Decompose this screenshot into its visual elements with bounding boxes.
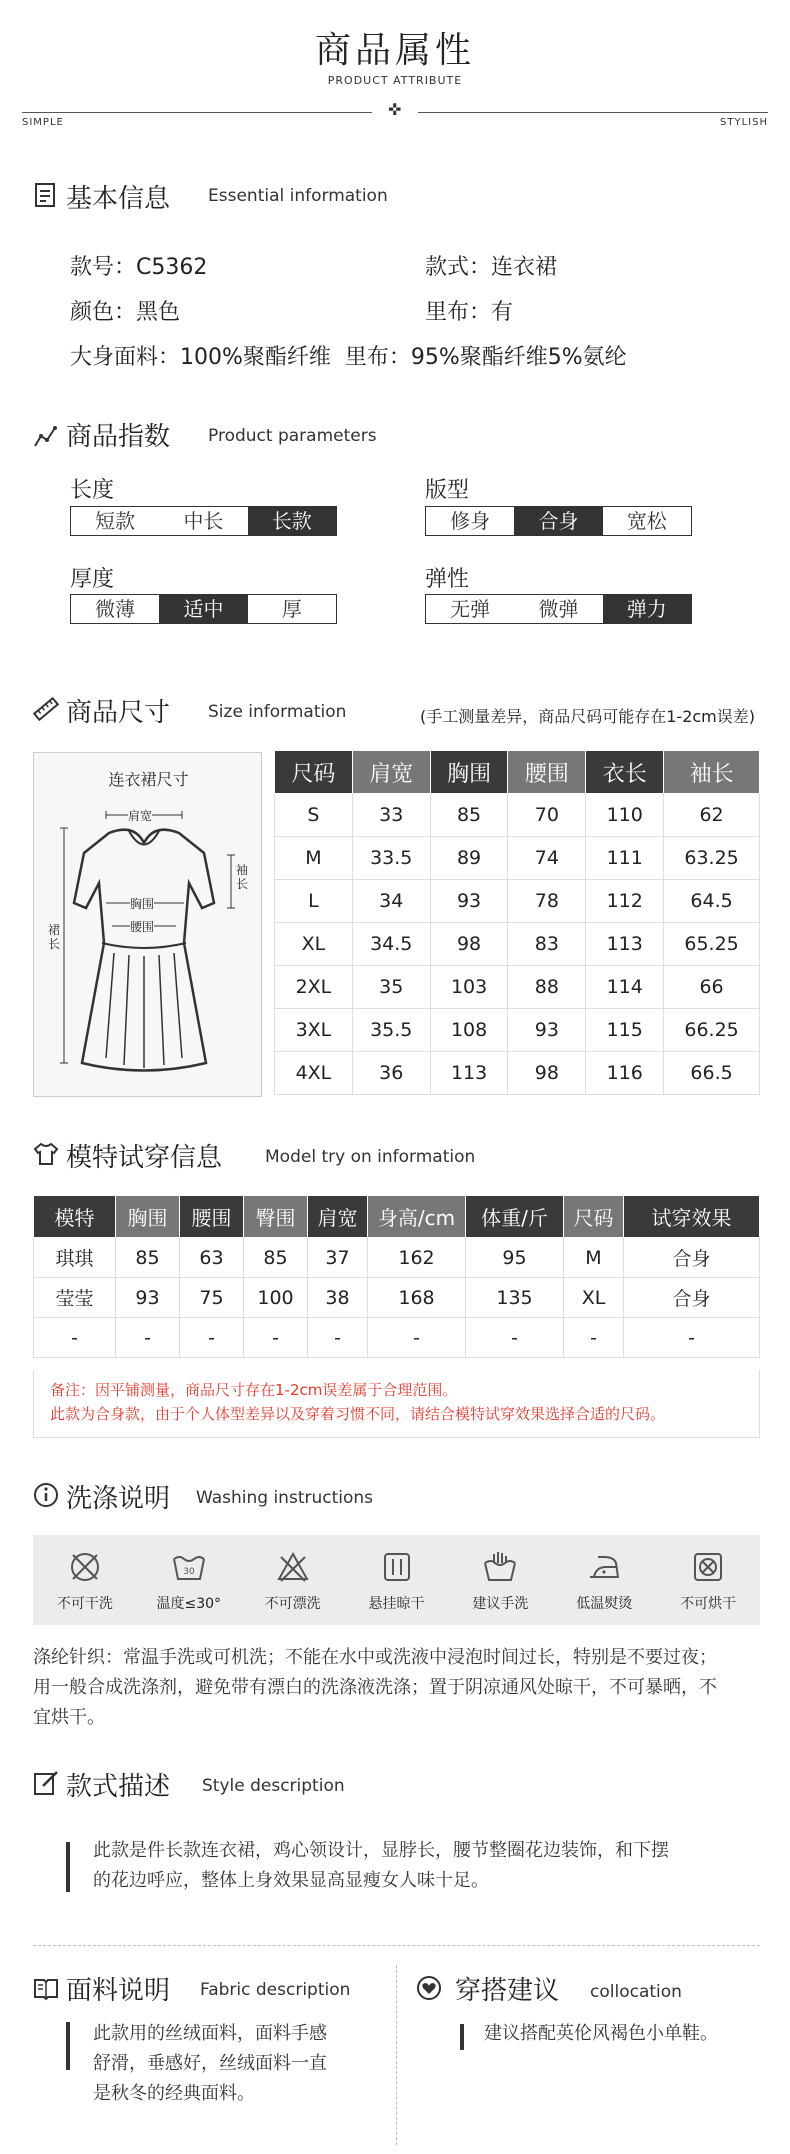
wash-label: 悬挂晾干: [368, 1596, 425, 1612]
document-icon: [33, 182, 59, 208]
option-moderate-selected: 适中: [159, 595, 247, 623]
model-cell: -: [624, 1318, 760, 1358]
col-waist: 腰围: [508, 751, 586, 794]
model-cell: XL: [564, 1278, 624, 1318]
model-notes: [33, 1370, 760, 1438]
fabric-accent-bar: [66, 2022, 70, 2070]
wash-text-line: 用一般合成洗涤剂，避免带有漂白的洗涤液洗涤；置于阴凉通风处晾干，不可暴晒，不: [33, 1677, 717, 1698]
option-slight-stretch: 微弹: [538, 597, 579, 621]
param-name-elasticity: 弹性: [425, 567, 470, 592]
wash-item-hand-wash: [448, 1535, 552, 1625]
label-waist: 腰围: [130, 920, 155, 934]
model-cell: 85: [116, 1238, 180, 1278]
cross-ornament-icon: ✜: [388, 100, 402, 119]
wash-icons-bar: [33, 1535, 760, 1625]
size-row: [275, 1009, 760, 1052]
hand-wash-icon: [482, 1549, 518, 1585]
option-loose: 宽松: [626, 509, 667, 533]
model-cell: 37: [308, 1238, 368, 1278]
low-iron-icon: [586, 1549, 622, 1585]
model-cell: 85: [244, 1238, 308, 1278]
option-slim: 修身: [450, 509, 491, 533]
size-title: 商品尺寸: [66, 698, 171, 728]
size-cell: 36: [352, 1052, 430, 1095]
style-text: [93, 1836, 669, 1896]
style-text-line: 此款是件长款连衣裙，鸡心领设计，显脖长，腰节整圈花边装饰，和下摆: [93, 1840, 669, 1861]
model-cell: 合身: [624, 1238, 760, 1278]
option-long-selected: 长款: [248, 507, 336, 535]
size-row: [275, 923, 760, 966]
model-cell: 琪琪: [34, 1238, 116, 1278]
fabric-text-line: 是秋冬的经典面料。: [93, 2083, 255, 2104]
col-model-weight: 体重/斤: [466, 1196, 564, 1238]
param-name-thickness: 厚度: [70, 567, 115, 592]
edit-icon: [33, 1770, 59, 1796]
no-dry-clean-icon: [67, 1549, 103, 1585]
section-divider: [33, 1945, 760, 1946]
option-thin: 微薄: [95, 597, 136, 621]
basic-info-subtitle: Essential information: [208, 186, 388, 206]
label-sleeve: 袖长: [236, 863, 249, 891]
param-name-fit: 版型: [425, 478, 470, 503]
wash-text-line: 宜烘干。: [33, 1707, 105, 1728]
params-title: 商品指数: [66, 422, 171, 452]
style-text-line: 的花边呼应，整体上身效果显高显瘦女人味十足。: [93, 1870, 489, 1891]
header-divider-left: [22, 112, 372, 113]
col-model-height: 身高/cm: [368, 1196, 466, 1238]
info-icon: [33, 1482, 59, 1508]
size-cell: 108: [430, 1009, 508, 1052]
style-number: 款号：C5362: [70, 255, 208, 280]
size-cell: M: [275, 837, 353, 880]
collocation-accent-bar: [460, 2024, 464, 2050]
model-cell: M: [564, 1238, 624, 1278]
model-row: [34, 1238, 760, 1278]
size-cell: 85: [430, 794, 508, 837]
wash-item-no-tumble: [656, 1535, 760, 1625]
model-row: [34, 1278, 760, 1318]
hang-dry-icon: [379, 1549, 415, 1585]
col-length: 衣长: [586, 751, 664, 794]
col-model-fit: 试穿效果: [624, 1196, 760, 1238]
fabric-subtitle: Fabric description: [200, 1980, 351, 2000]
size-cell: XL: [275, 923, 353, 966]
size-cell: 34.5: [352, 923, 430, 966]
model-note-2: 此款为合身款，由于个人体型差异以及穿着习惯不同，请结合模特试穿效果选择合适的尺码。: [50, 1405, 666, 1423]
model-cell: -: [34, 1318, 116, 1358]
color: 颜色：黑色: [70, 300, 181, 325]
wash-item-30: [137, 1535, 241, 1625]
param-fit-scale: [425, 506, 692, 536]
col-shoulder: 肩宽: [352, 751, 430, 794]
size-cell: 103: [430, 966, 508, 1009]
dress-diagram: [34, 793, 263, 1093]
col-bust: 胸围: [430, 751, 508, 794]
size-cell: 35.5: [352, 1009, 430, 1052]
collocation-subtitle: collocation: [590, 1982, 682, 2002]
header-divider-right: [418, 112, 768, 113]
size-cell: 33: [352, 794, 430, 837]
param-name-length: 长度: [70, 478, 115, 503]
model-table: [33, 1195, 760, 1358]
wash-title: 洗涤说明: [66, 1484, 171, 1514]
model-row: [34, 1318, 760, 1358]
size-cell: 62: [664, 794, 760, 837]
size-cell: 33.5: [352, 837, 430, 880]
size-cell: 114: [586, 966, 664, 1009]
wash-label: 建议手洗: [472, 1596, 529, 1612]
col-model-shoulder: 肩宽: [308, 1196, 368, 1238]
size-cell: S: [275, 794, 353, 837]
size-table: [274, 750, 760, 1095]
basic-info-title: 基本信息: [66, 184, 171, 214]
size-cell: L: [275, 880, 353, 923]
option-no-stretch: 无弹: [450, 597, 491, 621]
model-cell: -: [368, 1318, 466, 1358]
col-sleeve: 袖长: [664, 751, 760, 794]
book-icon: [33, 1975, 59, 2001]
size-cell: 116: [586, 1052, 664, 1095]
col-model-waist: 腰围: [180, 1196, 244, 1238]
model-cell: -: [308, 1318, 368, 1358]
size-cell: 35: [352, 966, 430, 1009]
heart-icon: [416, 1975, 442, 2001]
size-cell: 66: [664, 966, 760, 1009]
model-cell: -: [244, 1318, 308, 1358]
fabric-title: 面料说明: [66, 1976, 171, 2006]
size-cell: 78: [508, 880, 586, 923]
size-cell: 88: [508, 966, 586, 1009]
fabric-text-line: 此款用的丝绒面料，面料手感: [93, 2023, 327, 2044]
size-cell: 113: [430, 1052, 508, 1095]
wash-label: 不可烘干: [680, 1596, 737, 1612]
col-size: 尺码: [275, 751, 353, 794]
size-cell: 111: [586, 837, 664, 880]
lining: 里布：有: [425, 300, 514, 325]
model-cell: 100: [244, 1278, 308, 1318]
wash-item-low-iron: [552, 1535, 656, 1625]
wash-label: 不可干洗: [56, 1596, 113, 1612]
wash-item-no-dry-clean: [33, 1535, 137, 1625]
fabric-composition: 大身面料：100%聚酯纤维 里布：95%聚酯纤维5%氨纶: [70, 345, 627, 370]
size-cell: 70: [508, 794, 586, 837]
no-tumble-dry-icon: [690, 1549, 726, 1585]
size-cell: 2XL: [275, 966, 353, 1009]
option-stretch-selected: 弹力: [603, 595, 691, 623]
no-bleach-icon: [275, 1549, 311, 1585]
size-row: [275, 880, 760, 923]
col-model-bust: 胸围: [116, 1196, 180, 1238]
category: 款式：连衣裙: [425, 255, 558, 280]
model-cell: -: [564, 1318, 624, 1358]
option-mid: 中长: [183, 509, 224, 533]
model-cell: 75: [180, 1278, 244, 1318]
size-row: [275, 1052, 760, 1095]
col-model-size: 尺码: [564, 1196, 624, 1238]
size-cell: 3XL: [275, 1009, 353, 1052]
col-model-hip: 臀围: [244, 1196, 308, 1238]
model-cell: 合身: [624, 1278, 760, 1318]
size-cell: 112: [586, 880, 664, 923]
size-cell: 66.5: [664, 1052, 760, 1095]
model-cell: 135: [466, 1278, 564, 1318]
wash-label: 温度≤30°: [156, 1596, 222, 1612]
size-cell: 65.25: [664, 923, 760, 966]
stylish-tag: STYLISH: [720, 117, 768, 128]
size-drawing-panel: [33, 752, 262, 1097]
column-divider: [396, 1965, 397, 2145]
model-cell: -: [180, 1318, 244, 1358]
size-row: [275, 837, 760, 880]
model-subtitle: Model try on information: [265, 1147, 476, 1167]
size-cell: 89: [430, 837, 508, 880]
model-cell: 95: [466, 1238, 564, 1278]
style-accent-bar: [66, 1842, 70, 1892]
collocation-text: 建议搭配英伦风褐色小单鞋。: [484, 2023, 718, 2044]
collocation-title: 穿搭建议: [455, 1976, 560, 2006]
param-length-scale: [70, 506, 337, 536]
model-cell: -: [466, 1318, 564, 1358]
size-cell: 64.5: [664, 880, 760, 923]
drawing-title: 连衣裙尺寸: [108, 770, 189, 789]
size-cell: 93: [508, 1009, 586, 1052]
size-cell: 98: [508, 1052, 586, 1095]
wash-text: [33, 1643, 773, 1733]
option-thick: 厚: [281, 597, 302, 621]
label-length: 裙长: [48, 923, 61, 951]
style-title: 款式描述: [66, 1772, 171, 1802]
ruler-icon: [33, 696, 59, 722]
size-cell: 4XL: [275, 1052, 353, 1095]
model-cell: 168: [368, 1278, 466, 1318]
size-note: (手工测量差异，商品尺码可能存在1-2cm误差): [420, 707, 756, 726]
size-cell: 34: [352, 880, 430, 923]
size-cell: 115: [586, 1009, 664, 1052]
wash-item-no-bleach: [241, 1535, 345, 1625]
size-cell: 113: [586, 923, 664, 966]
label-bust: 胸围: [130, 897, 155, 911]
wash-text-line: 涤纶针织：常温手洗或可机洗；不能在水中或洗液中浸泡时间过长，特别是不要过夜；: [33, 1647, 717, 1668]
page-title: 商品属性: [314, 30, 475, 71]
svg-text:30: 30: [183, 1567, 195, 1577]
tshirt-icon: [33, 1141, 59, 1167]
size-subtitle: Size information: [208, 702, 347, 722]
size-cell: 74: [508, 837, 586, 880]
size-cell: 83: [508, 923, 586, 966]
line-chart-icon: [33, 424, 59, 450]
wash-item-hang-dry: [345, 1535, 449, 1625]
option-regular-selected: 合身: [514, 507, 602, 535]
wash-label: 低温熨烫: [576, 1596, 633, 1612]
option-short: 短款: [95, 509, 136, 533]
wash-subtitle: Washing instructions: [196, 1488, 374, 1508]
size-row: [275, 966, 760, 1009]
size-cell: 63.25: [664, 837, 760, 880]
wash-30-icon: [171, 1549, 207, 1585]
size-cell: 66.25: [664, 1009, 760, 1052]
size-row: [275, 794, 760, 837]
param-elasticity-scale: [425, 594, 692, 624]
model-cell: 38: [308, 1278, 368, 1318]
simple-tag: SIMPLE: [22, 117, 64, 128]
size-cell: 110: [586, 794, 664, 837]
model-cell: 莹莹: [34, 1278, 116, 1318]
model-cell: 63: [180, 1238, 244, 1278]
model-note-1: 备注：因平铺测量，商品尺寸存在1-2cm误差属于合理范围。: [50, 1381, 458, 1399]
param-thickness-scale: [70, 594, 337, 624]
size-cell: 93: [430, 880, 508, 923]
size-cell: 98: [430, 923, 508, 966]
label-shoulder: 肩宽: [128, 809, 153, 823]
model-title: 模特试穿信息: [66, 1143, 223, 1173]
fabric-text-line: 舒滑，垂感好，丝绒面料一直: [93, 2053, 327, 2074]
model-cell: 162: [368, 1238, 466, 1278]
fabric-text: [93, 2019, 327, 2109]
model-cell: 93: [116, 1278, 180, 1318]
params-subtitle: Product parameters: [208, 426, 377, 446]
model-cell: -: [116, 1318, 180, 1358]
style-subtitle: Style description: [202, 1776, 345, 1796]
wash-label: 不可漂洗: [264, 1596, 321, 1612]
page-subtitle: PRODUCT ATTRIBUTE: [327, 74, 463, 87]
col-model: 模特: [34, 1196, 116, 1238]
